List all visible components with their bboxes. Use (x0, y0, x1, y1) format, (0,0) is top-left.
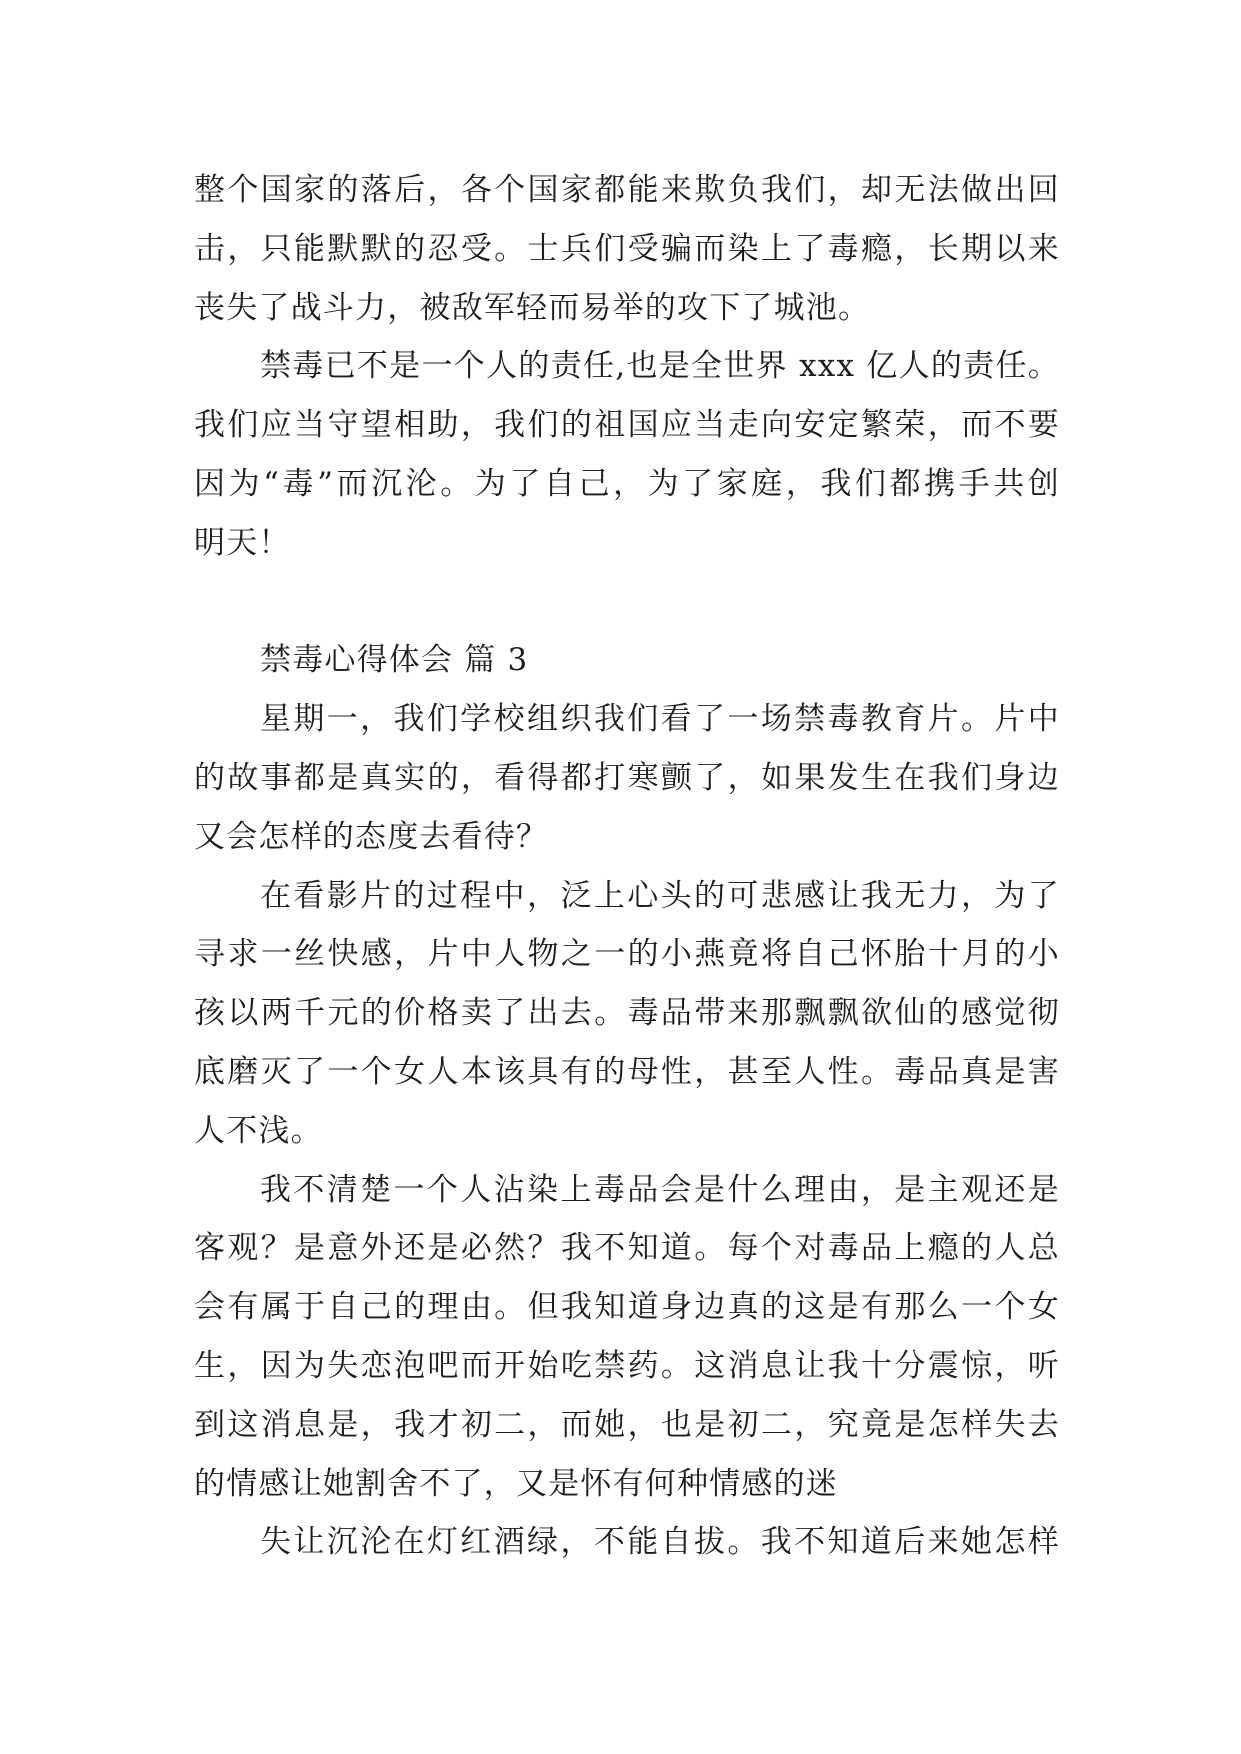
section-heading: 禁毒心得体会 篇 3 (260, 642, 529, 679)
paragraph (194, 867, 1060, 1161)
text-line: 到这消息是，我才初二，而她，也是初二，究竟是怎样失去 (194, 1406, 1060, 1443)
text-line: 又会怎样的态度去看待？ (194, 818, 549, 855)
text-line: 失让沉沦在灯红酒绿，不能自拔。我不知道后来她怎样 (260, 1524, 1060, 1561)
text-line: 禁毒已不是一个人的责任,也是全世界 xxx 亿人的责任。 (260, 348, 1060, 385)
text-line: 客观？是意外还是必然？我不知道。每个对毒品上瘾的人总 (194, 1230, 1060, 1267)
paragraph (194, 1513, 1060, 1572)
paragraph (194, 1161, 1060, 1514)
text-line: 人不浅。 (194, 1112, 323, 1149)
text-line: 我们应当守望相助，我们的祖国应当走向安定繁荣，而不要 (194, 407, 1060, 444)
paragraph (194, 337, 1060, 572)
text-line: 底磨灭了一个女人本该具有的母性，甚至人性。毒品真是害 (194, 1053, 1060, 1090)
text-line: 因为“毒”而沉沦。为了自己，为了家庭，我们都携手共创 (194, 465, 1060, 502)
text-line: 明天！ (194, 524, 291, 561)
text-line: 孩以两千元的价格卖了出去。毒品带来那飘飘欲仙的感觉彻 (194, 995, 1060, 1032)
text-line: 生，因为失恋泡吧而开始吃禁药。这消息让我十分震惊，听 (194, 1347, 1060, 1384)
paragraph (194, 161, 1060, 337)
text-line: 的故事都是真实的，看得都打寒颤了，如果发生在我们身边 (194, 759, 1060, 796)
text-line: 的情感让她割舍不了，又是怀有何种情感的迷 (194, 1465, 838, 1502)
paragraph (194, 690, 1060, 866)
text-line: 丧失了战斗力，被敌军轻而易举的攻下了城池。 (194, 289, 871, 326)
document-page (194, 161, 1060, 1572)
text-line: 击，只能默默的忍受。士兵们受骗而染上了毒瘾，长期以来 (194, 230, 1060, 267)
text-line: 在看影片的过程中，泛上心头的可悲感让我无力，为了 (260, 877, 1060, 914)
text-line: 会有属于自己的理由。但我知道身边真的这是有那么一个女 (194, 1289, 1060, 1326)
text-line: 寻求一丝快感，片中人物之一的小燕竟将自己怀胎十月的小 (194, 936, 1060, 973)
text-line: 整个国家的落后，各个国家都能来欺负我们，却无法做出回 (194, 172, 1060, 208)
text-line: 我不清楚一个人沾染上毒品会是什么理由，是主观还是 (260, 1171, 1060, 1208)
text-line: 星期一，我们学校组织我们看了一场禁毒教育片。片中 (260, 701, 1060, 738)
